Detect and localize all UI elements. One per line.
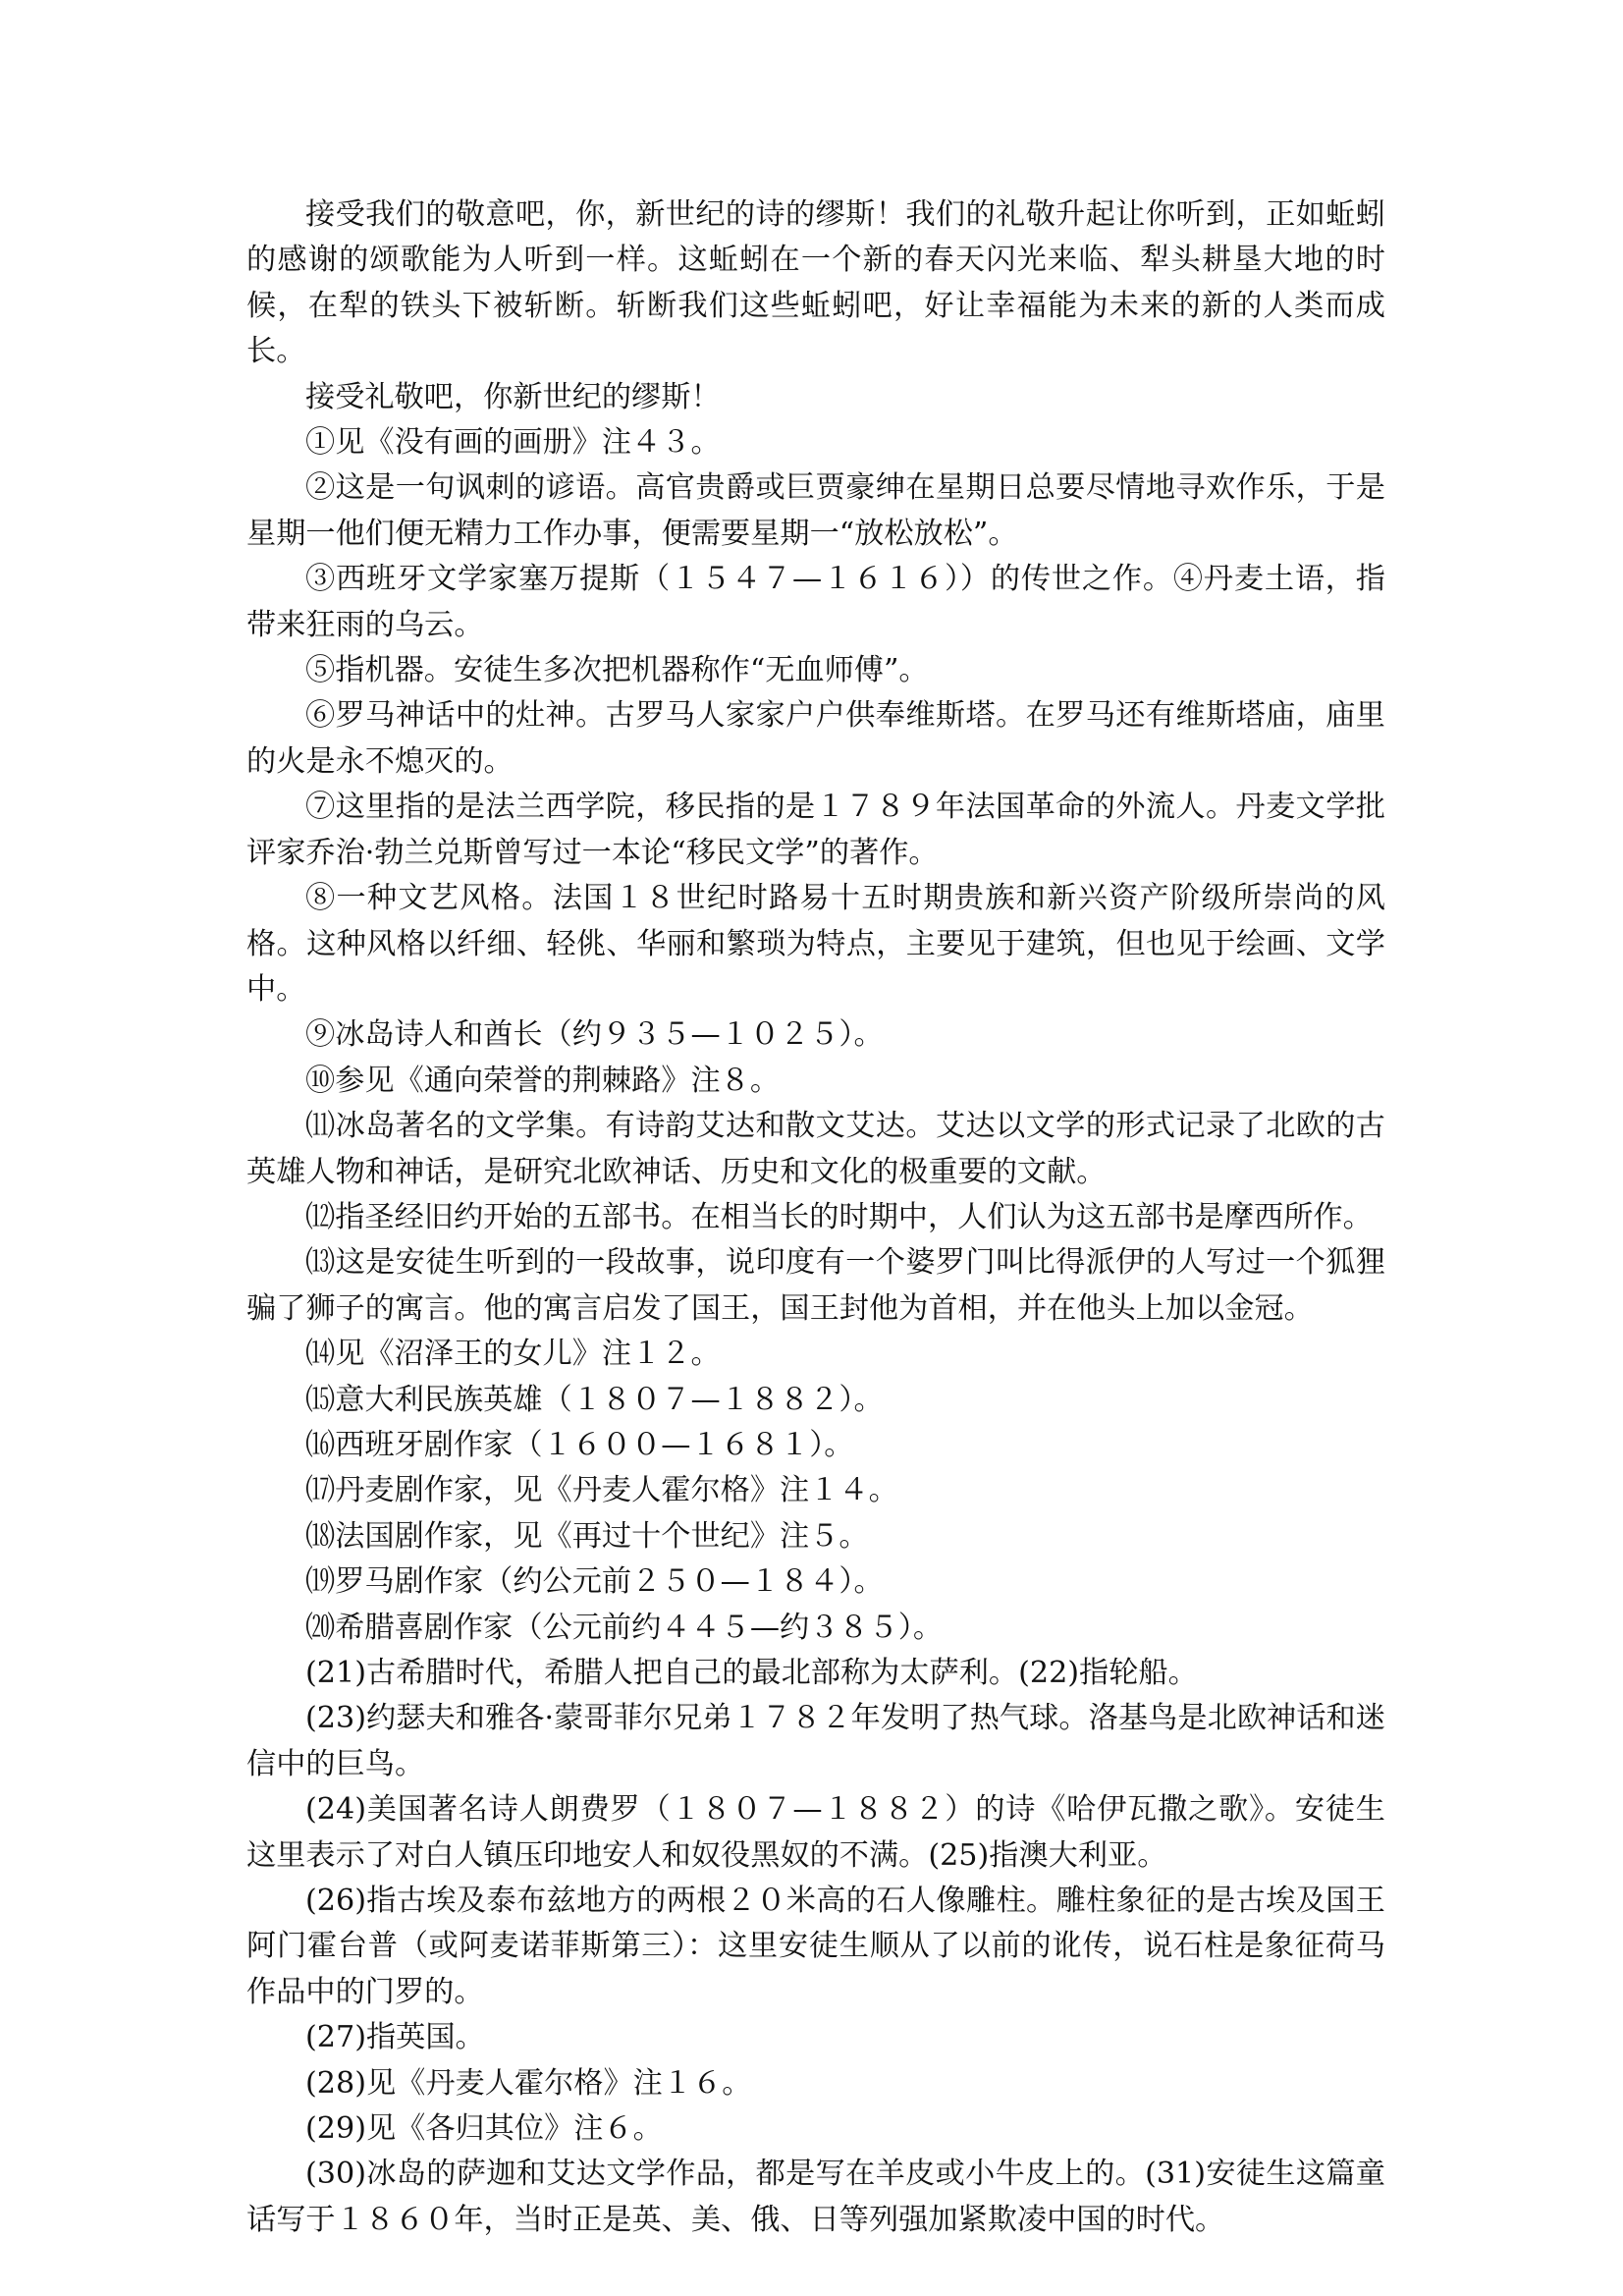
- footnote-16: ⒃西班牙剧作家（１６００—１６８１）。: [305, 1427, 854, 1462]
- footnote-26: (26)指古埃及泰布兹地方的两根２０米高的石人像雕柱。雕柱象征的是古埃及国王阿门霍台普（或阿麦诺菲斯第三）：这里安徒生顺从了以前的讹传，说石柱是象征荷马作品中的门罗的。: [246, 1884, 1385, 2009]
- footnote-11: ⑾冰岛著名的文学集。有诗韵艾达和散文艾达。艾达以文学的形式记录了北欧的古英雄人物和神话，是研究北欧神话、历史和文化的极重要的文献。: [246, 1109, 1385, 1189]
- footnote-3-4: ③西班牙文学家塞万提斯（１５４７—１６１６））的传世之作。④丹麦土语，指带来狂雨的乌云。: [246, 562, 1385, 642]
- paragraph-intro: 接受我们的敬意吧，你，新世纪的诗的缪斯！我们的礼敬升起让你听到，正如蚯蚓的感谢的颂歌能为人听到一样。这蚯蚓在一个新的春天闪光来临、犁头耕垦大地的时候，在犁的铁头下被斩断。斩断我们这些蚯蚓吧，好让幸福能为未来的新的人类而成长。: [246, 197, 1385, 369]
- footnote-6: ⑥罗马神话中的灶神。古罗马人家家户户供奉维斯塔。在罗马还有维斯塔庙，庙里的火是永不熄灭的。: [246, 698, 1385, 779]
- paragraph-salute: 接受礼敬吧，你新世纪的缪斯！: [305, 379, 721, 414]
- footnote-27: (27)指英国。: [305, 2020, 485, 2055]
- footnote-2: ②这是一句讽刺的谚语。高官贵爵或巨贾豪绅在星期日总要尽情地寻欢作乐，于是星期一他们便无精力工作办事，便需要星期一“放松放松”。: [246, 470, 1385, 551]
- footnote-18: ⒅法国剧作家，见《再过十个世纪》注５。: [305, 1518, 869, 1554]
- footnote-9: ⑨冰岛诗人和酋长（约９３５—１０２５）。: [305, 1017, 884, 1053]
- footnote-15: ⒂意大利民族英雄（１８０７—１８８２）。: [305, 1382, 884, 1417]
- footnote-13: ⒀这是安徒生听到的一段故事，说印度有一个婆罗门叫比得派伊的人写过一个狐狸骗了狮子的寓言。他的寓言启发了国王，国王封他为首相，并在他头上加以金冠。: [246, 1245, 1385, 1326]
- footnote-20: ⒇希腊喜剧作家（公元前约４４５—约３８５）。: [305, 1610, 944, 1645]
- footnote-5: ⑤指机器。安徒生多次把机器称作“无血师傅”。: [305, 653, 929, 688]
- footnote-8: ⑧一种文艺风格。法国１８世纪时路易十五时期贵族和新兴资产阶级所崇尚的风格。这种风格以纤细、轻佻、华丽和繁琐为特点，主要见于建筑，但也见于绘画、文学中。: [246, 881, 1385, 1007]
- footnote-1: ①见《没有画的画册》注４３。: [305, 425, 721, 461]
- footnote-30-31: (30)冰岛的萨迦和艾达文学作品，都是写在羊皮或小牛皮上的。(31)安徒生这篇童话写于１８６０年，当时正是英、美、俄、日等列强加紧欺凌中国的时代。: [246, 2157, 1385, 2237]
- footnote-23: (23)约瑟夫和雅各·蒙哥菲尔兄弟１７８２年发明了热气球。洛基鸟是北欧神话和迷信中的巨鸟。: [246, 1701, 1385, 1781]
- footnote-12: ⑿指圣经旧约开始的五部书。在相当长的时期中，人们认为这五部书是摩西所作。: [305, 1199, 1373, 1234]
- footnote-29: (29)见《各归其位》注６。: [305, 2111, 663, 2147]
- footnote-17: ⒄丹麦剧作家，见《丹麦人霍尔格》注１４。: [305, 1473, 898, 1508]
- footnote-28: (28)见《丹麦人霍尔格》注１６。: [305, 2065, 752, 2101]
- footnote-24-25: (24)美国著名诗人朗费罗（１８０７—１８８２）的诗《哈伊瓦撒之歌》。安徒生这里表示了对白人镇压印地安人和奴役黑奴的不满。(25)指澳大利亚。: [246, 1792, 1385, 1873]
- document-page: [246, 192, 1385, 2243]
- footnote-21-22: (21)古希腊时代，希腊人把自己的最北部称为太萨利。(22)指轮船。: [305, 1656, 1198, 1690]
- footnote-10: ⑩参见《通向荣誉的荆棘路》注８。: [305, 1063, 781, 1098]
- footnote-14: ⒁见《沼泽王的女儿》注１２。: [305, 1337, 721, 1372]
- footnote-7: ⑦这里指的是法兰西学院，移民指的是１７８９年法国革命的外流人。丹麦文学批评家乔治·勃兰兑斯曾写过一本论“移民文学”的著作。: [246, 790, 1385, 870]
- footnote-19: ⒆罗马剧作家（约公元前２５０—１８４）。: [305, 1564, 884, 1600]
